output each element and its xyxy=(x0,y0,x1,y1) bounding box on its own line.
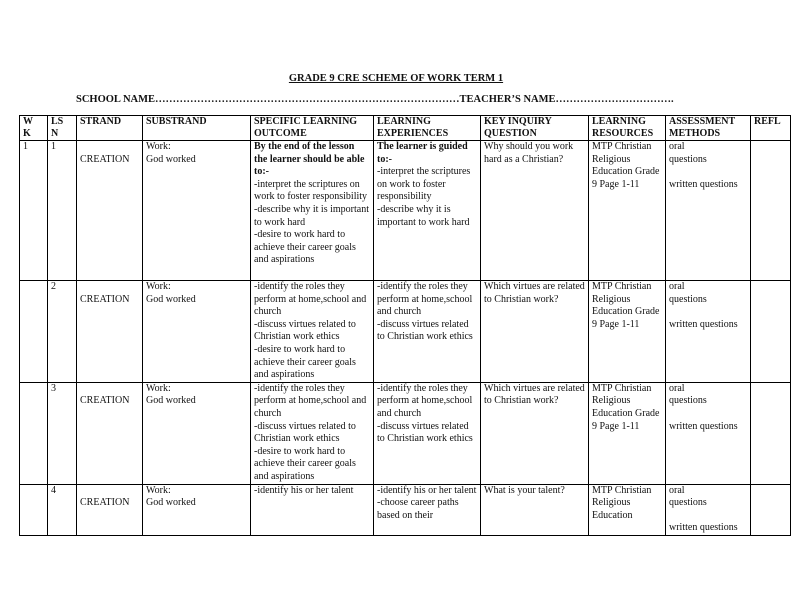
week-cell xyxy=(20,382,48,484)
outcome-text: -identify the roles they perform at home,school and church -discuss virtues related to Christian work ethics -desire to work hard to achieve their career goals and aspirations xyxy=(254,281,367,381)
outcome-text: -identify his or her talent xyxy=(254,484,354,496)
question-text: Which virtues are related to Christian work? xyxy=(484,281,585,305)
substrand-text: Work: God worked xyxy=(146,281,196,305)
strand-cell xyxy=(77,484,143,535)
table-row xyxy=(20,382,791,484)
outcome-intro: By the end of the lesson the learner should be able to:- xyxy=(254,141,365,178)
question-cell xyxy=(481,484,589,535)
assessment-text: oral questions written questions xyxy=(669,484,738,534)
lesson-cell xyxy=(48,382,77,484)
week-cell xyxy=(20,281,48,383)
substrand-text: Work: God worked xyxy=(146,141,196,165)
assessment-cell xyxy=(666,484,751,535)
outcome-cell xyxy=(251,141,374,281)
strand-cell xyxy=(77,281,143,383)
table-row xyxy=(20,141,791,281)
header-experiences: LEARNING EXPERIENCES xyxy=(374,116,481,141)
reflection-cell xyxy=(751,141,791,281)
table-row xyxy=(20,484,791,535)
experiences-text: -identify the roles they perform at home,school and church -discuss virtues related to Christian work ethics xyxy=(377,281,473,343)
outcome-cell xyxy=(251,382,374,484)
assessment-cell xyxy=(666,281,751,383)
experiences-text: -interpret the scriptures on work to foster responsibility -describe why it is important to work hard xyxy=(377,166,471,228)
question-text: Which virtues are related to Christian work? xyxy=(484,382,585,407)
strand-text: CREATION xyxy=(80,395,130,407)
question-cell xyxy=(481,382,589,484)
reflection-cell xyxy=(751,382,791,484)
experiences-intro: The learner is guided to:- xyxy=(377,141,468,165)
experiences-text: -identify the roles they perform at home,school and church -discuss virtues related to Christian work ethics xyxy=(377,382,473,445)
reflection-cell xyxy=(751,281,791,383)
outcome-text: -interpret the scriptures on work to foster responsibility -describe why it is important to work hard -desire to work hard to achieve their career goals and aspirations xyxy=(254,178,369,266)
header-lsn: LS N xyxy=(48,116,77,141)
week-text: 1 xyxy=(23,141,28,152)
header-reflection: REFL xyxy=(751,116,791,141)
week-cell xyxy=(20,484,48,535)
assessment-text: oral questions written questions xyxy=(669,281,738,330)
reflection-cell xyxy=(751,484,791,535)
header-resources: LEARNING RESOURCES xyxy=(589,116,666,141)
resources-cell xyxy=(589,382,666,484)
substrand-cell xyxy=(143,141,251,281)
header-assessment: ASSESSMENT METHODS xyxy=(666,116,751,141)
experiences-text: -identify his or her talent -choose career paths based on their xyxy=(377,484,477,521)
substrand-cell xyxy=(143,382,251,484)
strand-cell xyxy=(77,382,143,484)
outcome-cell xyxy=(251,484,374,535)
week-cell xyxy=(20,141,48,281)
lesson-cell xyxy=(48,484,77,535)
resources-text: MTP Christian Religious Education Grade 9 Page 1-11 xyxy=(592,382,660,432)
experiences-cell xyxy=(374,484,481,535)
assessment-cell xyxy=(666,382,751,484)
assessment-text: oral questions written questions xyxy=(669,382,738,432)
document-title: GRADE 9 CRE SCHEME OF WORK TERM 1 xyxy=(288,73,504,84)
lesson-cell xyxy=(48,281,77,383)
header-strand: STRAND xyxy=(77,116,143,141)
lesson-text: 4 xyxy=(51,484,56,496)
school-teacher-name-line: SCHOOL NAME……………………………………………………………………………TEACHER’S NAME……………………………. xyxy=(76,94,674,105)
table-row xyxy=(20,281,791,383)
substrand-text: Work: God worked xyxy=(146,382,196,407)
experiences-cell xyxy=(374,382,481,484)
header-question: KEY INQUIRY QUESTION xyxy=(481,116,589,141)
assessment-text: oral questions written questions xyxy=(669,141,738,190)
strand-text: CREATION xyxy=(80,153,130,165)
outcome-text: -identify the roles they perform at home,school and church -discuss virtues related to Christian work ethics -desire to work hard to achieve their career goals and aspirations xyxy=(254,382,367,482)
assessment-cell xyxy=(666,141,751,281)
experiences-cell xyxy=(374,281,481,383)
header-outcome: SPECIFIC LEARNING OUTCOME xyxy=(251,116,374,141)
resources-text: MTP Christian Religious Education Grade 9 Page 1-11 xyxy=(592,141,660,190)
header-wk: W K xyxy=(20,116,48,141)
header-row xyxy=(20,116,791,141)
resources-text: MTP Christian Religious Education Grade 9 Page 1-11 xyxy=(592,281,660,330)
resources-cell xyxy=(589,484,666,535)
strand-text: CREATION xyxy=(80,497,130,509)
resources-text: MTP Christian Religious Education xyxy=(592,484,652,521)
question-text: Why should you work hard as a Christian? xyxy=(484,141,574,165)
lesson-text: 3 xyxy=(51,382,56,394)
experiences-cell xyxy=(374,141,481,281)
scheme-of-work-table xyxy=(19,115,791,536)
lesson-cell xyxy=(48,141,77,281)
outcome-cell xyxy=(251,281,374,383)
resources-cell xyxy=(589,141,666,281)
question-text: What is your talent? xyxy=(484,484,565,496)
question-cell xyxy=(481,141,589,281)
substrand-text: Work: God worked xyxy=(146,484,196,509)
lesson-text: 1 xyxy=(51,141,56,152)
lesson-text: 2 xyxy=(51,281,56,292)
strand-cell xyxy=(77,141,143,281)
resources-cell xyxy=(589,281,666,383)
substrand-cell xyxy=(143,281,251,383)
strand-text: CREATION xyxy=(80,293,130,305)
substrand-cell xyxy=(143,484,251,535)
question-cell xyxy=(481,281,589,383)
header-substrand: SUBSTRAND xyxy=(143,116,251,141)
